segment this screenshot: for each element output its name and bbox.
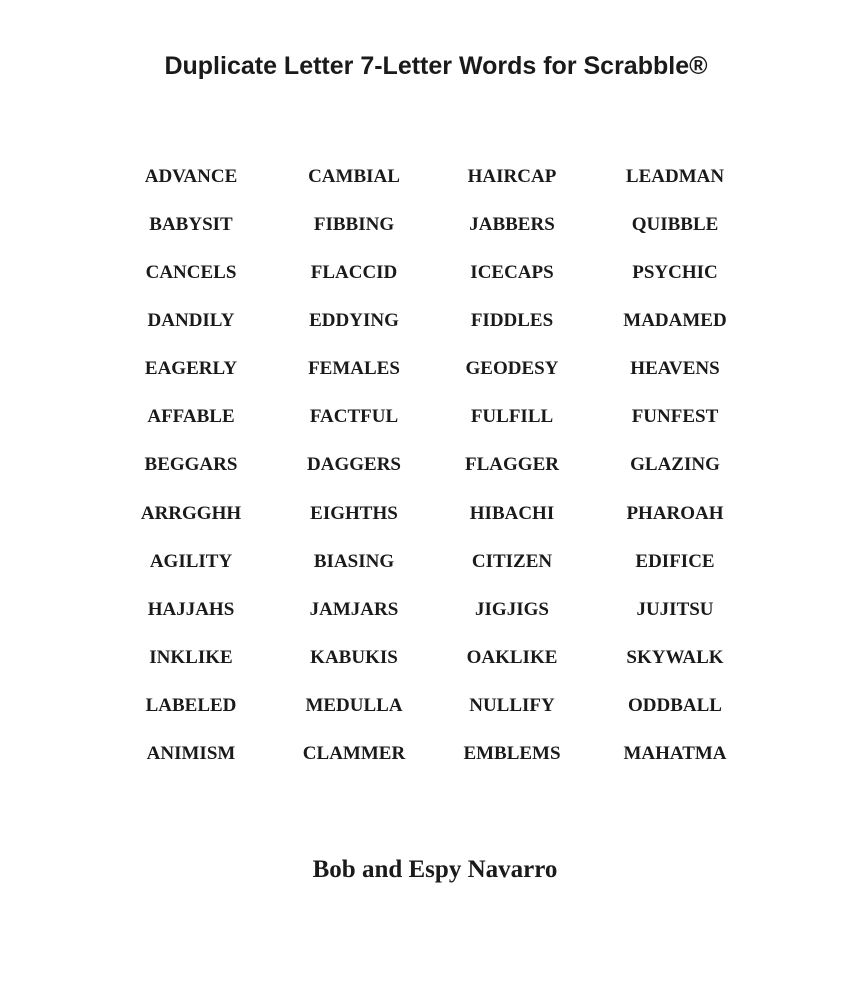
word: ARRGGHH	[140, 503, 242, 524]
word: FIDDLES	[470, 310, 554, 331]
word-row	[0, 214, 850, 244]
word: JUJITSU	[636, 599, 714, 620]
word: JABBERS	[469, 214, 555, 235]
word: FLACCID	[310, 262, 398, 283]
word: ADVANCE	[144, 166, 238, 187]
word: GEODESY	[465, 358, 559, 379]
word: CLAMMER	[302, 743, 406, 764]
word: BEGGARS	[144, 454, 238, 475]
word: AGILITY	[149, 551, 233, 572]
word: HAIRCAP	[467, 166, 557, 187]
word: DANDILY	[147, 310, 235, 331]
word-row	[0, 406, 850, 436]
word-row	[0, 695, 850, 725]
word-row	[0, 647, 850, 677]
word: INKLIKE	[149, 647, 233, 668]
word: PSYCHIC	[632, 262, 718, 283]
word: EIGHTHS	[310, 503, 398, 524]
word: NULLIFY	[469, 695, 555, 716]
word-row	[0, 551, 850, 581]
word: KABUKIS	[310, 647, 398, 668]
word-row	[0, 310, 850, 340]
word: BIASING	[313, 551, 395, 572]
word: LEADMAN	[625, 166, 725, 187]
word: EDDYING	[309, 310, 399, 331]
word: FIBBING	[313, 214, 395, 235]
word: ANIMISM	[146, 743, 236, 764]
word: JAMJARS	[309, 599, 399, 620]
author-credit: Bob and Espy Navarro	[312, 856, 558, 883]
word-row	[0, 599, 850, 629]
word: CANCELS	[145, 262, 237, 283]
word: HAJJAHS	[147, 599, 235, 620]
word: LABELED	[145, 695, 237, 716]
word: DAGGERS	[307, 454, 401, 475]
word: FUNFEST	[631, 406, 719, 427]
word: FACTFUL	[309, 406, 399, 427]
word: ODDBALL	[628, 695, 722, 716]
word: CAMBIAL	[308, 166, 400, 187]
word: FLAGGER	[465, 454, 559, 475]
word-row	[0, 503, 850, 533]
word: MAHATMA	[623, 743, 727, 764]
word: EMBLEMS	[463, 743, 561, 764]
word: MEDULLA	[305, 695, 403, 716]
word: GLAZING	[630, 454, 720, 475]
word: ICECAPS	[470, 262, 554, 283]
word: MADAMED	[623, 310, 727, 331]
word: AFFABLE	[147, 406, 235, 427]
word-row	[0, 262, 850, 292]
word-row	[0, 166, 850, 196]
word: FULFILL	[470, 406, 554, 427]
word-row	[0, 454, 850, 484]
word: BABYSIT	[149, 214, 233, 235]
word: SKYWALK	[626, 647, 724, 668]
word: PHAROAH	[626, 503, 724, 524]
word: HIBACHI	[469, 503, 555, 524]
word: CITIZEN	[471, 551, 553, 572]
word: OAKLIKE	[466, 647, 558, 668]
word: HEAVENS	[630, 358, 720, 379]
word-row	[0, 358, 850, 388]
word-row	[0, 743, 850, 773]
page-title: Duplicate Letter 7-Letter Words for Scrabble®	[164, 52, 708, 80]
word: FEMALES	[308, 358, 400, 379]
word: EDIFICE	[635, 551, 715, 572]
word: EAGERLY	[144, 358, 238, 379]
word: JIGJIGS	[475, 599, 549, 620]
word: QUIBBLE	[631, 214, 719, 235]
